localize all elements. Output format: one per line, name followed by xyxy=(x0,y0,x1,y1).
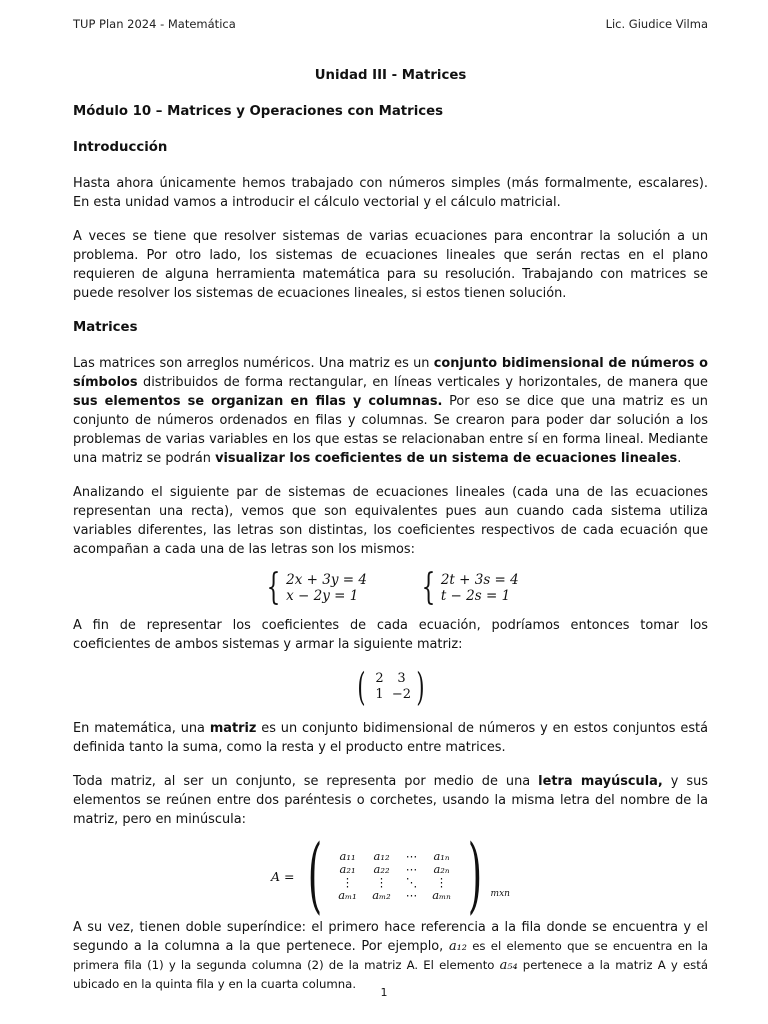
matrix-cell: a₁₂ xyxy=(373,849,390,863)
matrix-cell: ⋯ xyxy=(405,862,418,876)
unit-title: Unidad III - Matrices xyxy=(314,68,467,83)
matrix-cell: −2 xyxy=(391,687,412,702)
brace-icon: { xyxy=(421,567,436,608)
right-paren-icon: ) xyxy=(415,665,424,709)
matrix-cell: aₘ₂ xyxy=(372,888,391,902)
matrix-cell: 2 xyxy=(375,671,384,686)
matrices-paragraph-4: En matemática, una matriz es un conjunto bidimensional de números y en estos conjuntos está definida tanto la suma, como la resta y el producto entre matrices. xyxy=(73,721,708,755)
general-matrix xyxy=(73,828,708,923)
coefficient-matrix xyxy=(73,665,708,709)
header-right: Lic. Giudice Vilma xyxy=(605,17,708,31)
matrix-cell: ⋯ xyxy=(405,849,418,863)
general-matrix-grid xyxy=(331,850,459,902)
matrix-cell: ⋮ xyxy=(341,875,354,889)
intro-paragraph-2: A veces se tiene que resolver sistemas de varias ecuaciones para encontrar la solución a un problema. Por otro lado, los sistemas de ecuaciones lineales que serán rectas en el plano requieren de alguna herramienta matemática para su resolución. Trabajando con matrices se puede resolver los sistemas de ecuaciones lineales, si estos tienen solución. xyxy=(73,229,708,301)
matrices-paragraph-3: A fin de representar los coeficientes de cada ecuación, podríamos entonces tomar los coeficientes de ambos sistemas y armar la siguiente matriz: xyxy=(73,618,708,652)
matrix-cell: ⋮ xyxy=(375,875,388,889)
system-1 xyxy=(262,567,367,608)
left-paren-icon: ( xyxy=(307,828,322,923)
system-2-eq-1: 2t + 3s = 4 xyxy=(440,572,519,588)
system-2 xyxy=(417,567,519,608)
matrix-dimension: mxn xyxy=(490,889,510,899)
equation-systems xyxy=(73,567,708,608)
matrices-paragraph-6: A su vez, tienen doble superíndice: el primero hace referencia a la fila donde se encuentra y el segundo a la columna a la que pertenece. Por ejemplo, a₁₂ es el elemento que se encuentra en la primera fila (1) y la segunda columna (2) de la matriz A. El elemento a₅₄ pertenece a la matriz A y está ubicado en la quinta fila y en la cuarta columna. xyxy=(73,920,708,991)
matrices-paragraph-1: Las matrices son arreglos numéricos. Una matriz es un conjunto bidimensional de números o símbolos distribuidos de forma rectangular, en líneas verticales y horizontales, de manera que sus elementos se organizan en filas y columnas. Por eso se dice que una matriz es un conjunto de números ordenados en filas y columnas. Se crearon para poder dar solución a los problemas de varias variables en los que estas se relacionaban entre sí en forma lineal. Mediante una matriz se podrán visualizar los coeficientes de un sistema de ecuaciones lineales. xyxy=(73,356,708,466)
matrices-paragraph-5: Toda matriz, al ser un conjunto, se representa por medio de una letra mayúscula, y sus elementos se reúnen entre dos paréntesis o corchetes, usando la misma letra del nombre de la matriz, pero en minúscula: xyxy=(73,774,708,827)
matrix-cell: ⋮ xyxy=(435,875,448,889)
left-paren-icon: ( xyxy=(357,665,366,709)
matrices-heading: Matrices xyxy=(73,320,138,335)
system-2-eq-2: t − 2s = 1 xyxy=(440,588,511,604)
page-number: 1 xyxy=(380,986,388,999)
right-paren-icon: ) xyxy=(467,828,482,923)
matrix-cell: aₘ₁ xyxy=(338,888,357,902)
brace-icon: { xyxy=(266,567,281,608)
matrix-cell: a₁₁ xyxy=(339,849,356,863)
matrix-cell: a₁ₙ xyxy=(433,849,450,863)
header-left: TUP Plan 2024 - Matemática xyxy=(73,17,236,31)
matrix-cell: 1 xyxy=(375,687,384,702)
intro-paragraph-1: Hasta ahora únicamente hemos trabajado con números simples (más formalmente, escalares). En esta unidad vamos a introducir el cálculo vectorial y el cálculo matricial. xyxy=(73,176,708,210)
matrix-cell: ⋱ xyxy=(405,875,418,889)
system-1-eq-1: 2x + 3y = 4 xyxy=(286,572,367,588)
system-1-eq-2: x − 2y = 1 xyxy=(286,588,359,604)
matrix-cell: 3 xyxy=(397,671,406,686)
module-title: Módulo 10 – Matrices y Operaciones con Matrices xyxy=(73,104,444,119)
matrix-cell: aₘₙ xyxy=(432,888,451,902)
matrix-label: A = xyxy=(271,868,295,884)
intro-heading: Introducción xyxy=(73,140,168,155)
matrix-cell: a₂ₙ xyxy=(433,862,450,876)
matrix-cell: ⋯ xyxy=(405,888,418,902)
matrix-cell: a₂₁ xyxy=(339,862,356,876)
document-body xyxy=(73,66,708,1009)
matrices-paragraph-2: Analizando el siguiente par de sistemas de ecuaciones lineales (cada una de las ecuaciones representan una recta), vemos que son equivalentes pues aun cuando cada sistema utiliza variables diferentes, las letras son distintas, los coeficientes respectivos de cada ecuación que acompañan a cada una de las letras son los mismos: xyxy=(73,485,708,557)
matrix-cell: a₂₂ xyxy=(373,862,390,876)
